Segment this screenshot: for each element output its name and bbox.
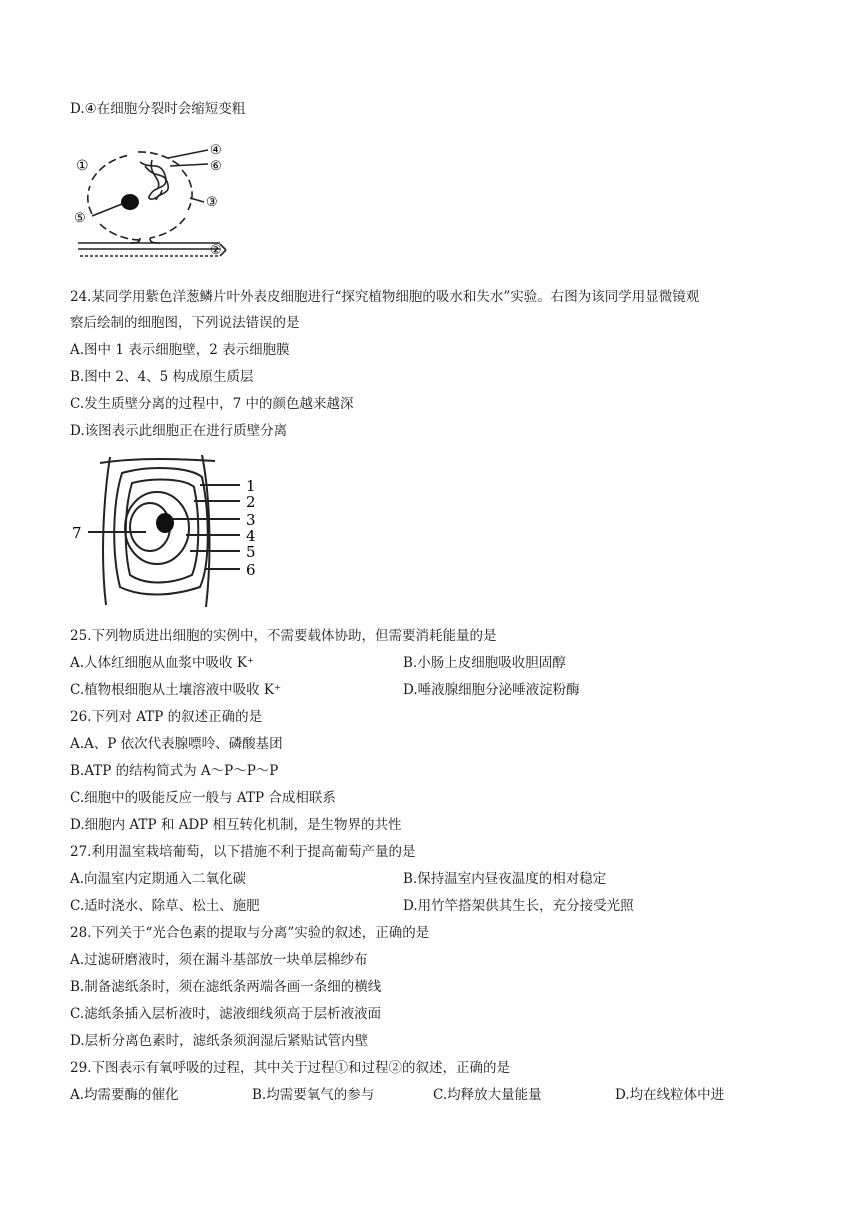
q28-option-d: D.层析分离色素时，滤纸条须润湿后紧贴试管内壁 (70, 1033, 369, 1049)
q27-option-d: D.用竹竿搭架供其生长，充分接受光照 (403, 898, 634, 914)
q26-stem: 26.下列对 ATP 的叙述正确的是 (70, 709, 263, 725)
q27-option-a: A.向温室内定期通入二氧化碳 (70, 871, 247, 887)
q29-option-b: B.均需要氧气的参与 (252, 1087, 375, 1103)
q23-option-d: D.④在细胞分裂时会缩短变粗 (70, 101, 246, 117)
q25-option-d: D.唾液腺细胞分泌唾液淀粉酶 (403, 682, 580, 698)
q24-option-a: A.图中 1 表示细胞壁，2 表示细胞膜 (70, 342, 290, 358)
plasmolysis-cell-figure (70, 455, 270, 610)
q28-stem: 28.下列关于“光合色素的提取与分离”实验的叙述，正确的是 (70, 925, 430, 941)
label-5: ⑤ (74, 211, 86, 226)
q25-stem: 25.下列物质进出细胞的实例中，不需要载体协助，但需要消耗能量的是 (70, 628, 497, 644)
label-2: 2 (246, 493, 256, 511)
q24-stem-line2: 察后绘制的细胞图，下列说法错误的是 (70, 315, 300, 331)
q29-option-d: D.均在线粒体中进 (615, 1087, 725, 1103)
q26-option-a: A.A、P 依次代表腺嘌呤、磷酸基团 (70, 736, 283, 752)
label-1: ① (76, 158, 89, 174)
q28-option-b: B.制备滤纸条时，须在滤纸条两端各画一条细的横线 (70, 979, 382, 995)
q28-option-a: A.过滤研磨液时，须在漏斗基部放一块单层棉纱布 (70, 952, 368, 968)
label-6: 6 (246, 561, 256, 579)
q26-option-d: D.细胞内 ATP 和 ADP 相互转化机制，是生物界的共性 (70, 817, 402, 833)
q25-option-a: A.人体红细胞从血浆中吸收 K⁺ (70, 655, 255, 671)
label-3: ③ (206, 195, 218, 210)
q24-option-b: B.图中 2、4、5 构成原生质层 (70, 369, 254, 385)
cell-structure-figure (70, 140, 230, 262)
q29-option-a: A.均需要酶的催化 (70, 1087, 179, 1103)
q28-option-c: C.滤纸条插入层析液时，滤液细线须高于层析液液面 (70, 1006, 382, 1022)
q24-stem-line1: 24.某同学用紫色洋葱鳞片叶外表皮细胞进行“探究植物细胞的吸水和失水”实验。右图为该同学用显微镜观 (70, 289, 700, 305)
label-2: ② (210, 243, 222, 258)
label-6: ⑥ (210, 159, 222, 174)
label-1: 1 (246, 477, 256, 495)
label-3: 3 (246, 511, 256, 529)
label-5: 5 (246, 543, 256, 561)
q27-option-c: C.适时浇水、除草、松土、施肥 (70, 898, 260, 914)
label-7: 7 (72, 524, 82, 542)
q27-option-b: B.保持温室内昼夜温度的相对稳定 (403, 871, 607, 887)
q29-stem: 29.下图表示有氧呼吸的过程，其中关于过程①和过程②的叙述，正确的是 (70, 1060, 510, 1076)
q26-option-c: C.细胞中的吸能反应一般与 ATP 合成相联系 (70, 790, 336, 806)
q26-option-b: B.ATP 的结构简式为 A～P～P～P (70, 763, 279, 779)
label-4: ④ (210, 143, 222, 158)
q25-option-b: B.小肠上皮细胞吸收胆固醇 (403, 655, 566, 671)
q27-stem: 27.利用温室栽培葡萄，以下措施不利于提高葡萄产量的是 (70, 844, 416, 860)
q29-option-c: C.均释放大量能量 (433, 1087, 542, 1103)
label-4: 4 (246, 527, 256, 545)
q24-option-c: C.发生质壁分离的过程中，7 中的颜色越来越深 (70, 396, 354, 412)
q25-option-c: C.植物根细胞从土壤溶液中吸收 K⁺ (70, 682, 282, 698)
q24-option-d: D.该图表示此细胞正在进行质壁分离 (70, 423, 288, 439)
